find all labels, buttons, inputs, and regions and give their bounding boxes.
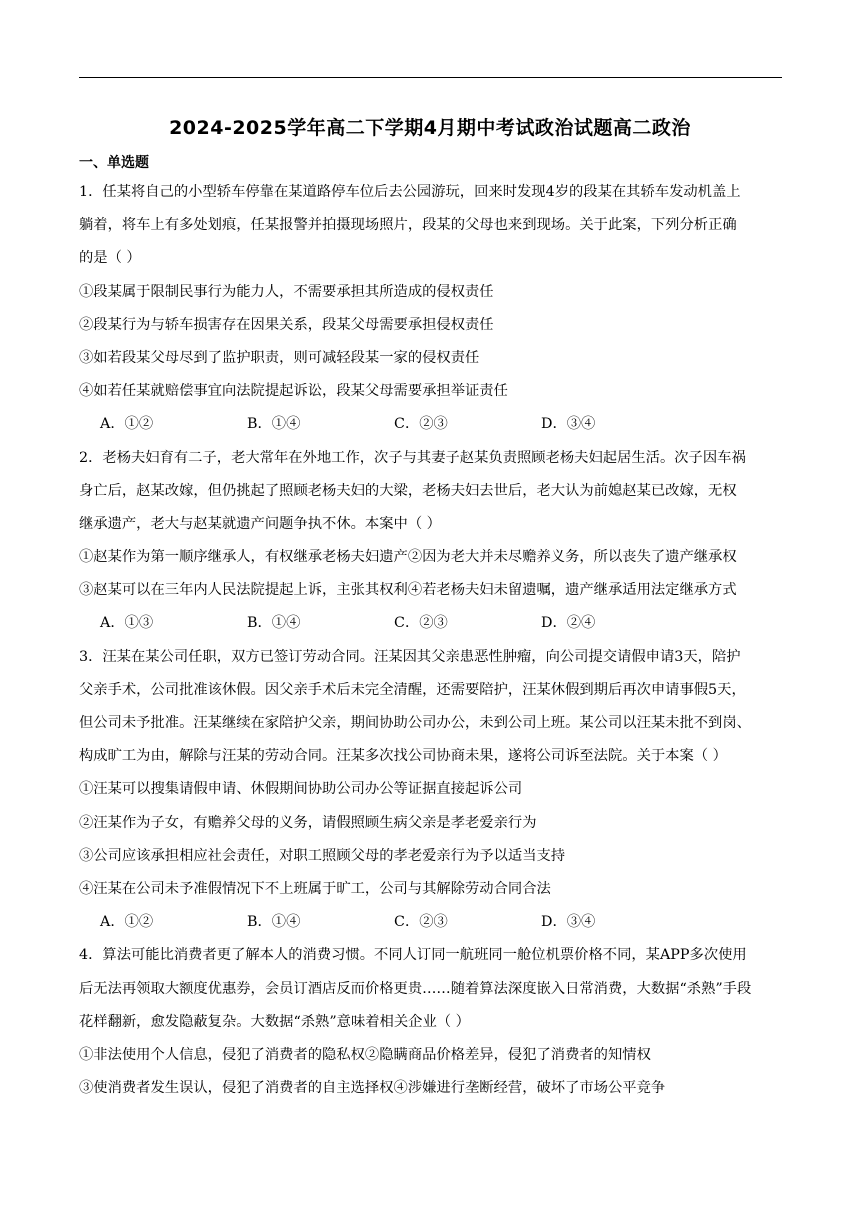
statement: ①段某属于限制民事行为能力人，不需要承担其所造成的侵权责任: [79, 283, 494, 300]
statement: ③公司应该承担相应社会责任，对职工照顾父母的孝老爱亲行为予以适当支持: [79, 847, 566, 864]
question-stem-line: 身亡后，赵某改嫁，但仍挑起了照顾老杨夫妇的大梁，老杨夫妇去世后，老大认为前媳赵某已改嫁，无权: [79, 482, 737, 499]
question-2: [79, 442, 785, 641]
statement: ①汪某可以搜集请假申请、休假期间协助公司办公等证据直接起诉公司: [79, 781, 523, 798]
statement: ③赵某可以在三年内人民法院提起上诉，主张其权利④若老杨夫妇未留遗嘱，遗产继承适用法定继承方式: [79, 582, 737, 599]
option-d[interactable]: D．③④: [541, 914, 596, 931]
statement: ①赵某作为第一顺序继承人，有权继承老杨夫妇遗产②因为老大并未尽赡养义务，所以丧失了遗产继承权: [79, 549, 737, 566]
page-title: 2024-2025学年高二下学期4月期中考试政治试题高二政治: [169, 117, 691, 139]
question-4: [79, 939, 785, 1105]
answer-options: [79, 408, 785, 441]
statement: ③使消费者发生误认，侵犯了消费者的自主选择权④涉嫌进行垄断经营，破坏了市场公平竞争: [79, 1080, 666, 1097]
header-rule: [79, 77, 782, 78]
option-c[interactable]: C．②③: [394, 615, 448, 632]
question-stem-line: 3．汪某在某公司任职，双方已签订劳动合同。汪某因其父亲患恶性肿瘤，向公司提交请假申请3天，陪护: [79, 648, 741, 665]
question-stem-line: 后无法再领取大额度优惠券，会员订酒店反而价格更贵……随着算法深度嵌入日常消费，大数据“杀熟”手段: [79, 980, 752, 997]
question-list: [79, 176, 785, 1105]
statement: ③如若段某父母尽到了监护职责，则可减轻段某一家的侵权责任: [79, 349, 480, 366]
option-b[interactable]: B．①④: [247, 914, 301, 931]
option-b[interactable]: B．①④: [247, 615, 301, 632]
option-c[interactable]: C．②③: [394, 914, 448, 931]
section-heading: 一、单选题: [79, 155, 149, 171]
question-stem-line: 构成旷工为由，解除与汪某的劳动合同。汪某多次找公司协商未果，遂将公司诉至法院。关于本案（ ）: [79, 748, 727, 765]
question-stem-line: 的是（ ）: [79, 250, 141, 267]
option-d[interactable]: D．③④: [541, 416, 596, 433]
question-stem-line: 花样翻新，愈发隐蔽复杂。大数据“杀熟”意味着相关企业（ ）: [79, 1013, 470, 1030]
option-b[interactable]: B．①④: [247, 416, 301, 433]
question-3: [79, 641, 785, 940]
statement: ④汪某在公司未予准假情况下不上班属于旷工，公司与其解除劳动合同合法: [79, 880, 551, 897]
question-1: [79, 176, 785, 442]
option-c[interactable]: C．②③: [394, 416, 448, 433]
option-a[interactable]: A．①③: [100, 615, 154, 632]
question-stem-line: 1．任某将自己的小型轿车停靠在某道路停车位后去公园游玩，回来时发现4岁的段某在其轿车发动机盖上: [79, 184, 741, 200]
question-stem-line: 父亲手术，公司批准该休假。因父亲手术后未完全清醒，还需要陪护，汪某休假到期后再次申请事假5天，: [79, 681, 746, 698]
question-stem-line: 4．算法可能比消费者更了解本人的消费习惯。不同人订同一航班同一舱位机票价格不同，某APP多次使用: [79, 947, 747, 964]
question-stem-line: 继承遗产，老大与赵某就遗产问题争执不休。本案中（ ）: [79, 515, 441, 532]
option-a[interactable]: A．①②: [100, 416, 154, 433]
question-stem-line: 2．老杨夫妇育有二子，老大常年在外地工作，次子与其妻子赵某负责照顾老杨夫妇起居生活。次子因车祸: [79, 449, 746, 466]
answer-options: [79, 906, 785, 939]
option-a[interactable]: A．①②: [100, 914, 154, 931]
question-stem-line: 但公司未予批准。汪某继续在家陪护父亲，期间协助公司办公，未到公司上班。某公司以汪某未批不到岗、: [79, 715, 751, 731]
answer-options: [79, 607, 785, 640]
question-stem-line: 躺着，将车上有多处划痕，任某报警并拍摄现场照片，段某的父母也来到现场。关于此案，下列分析正确: [79, 217, 737, 234]
statement: ①非法使用个人信息，侵犯了消费者的隐私权②隐瞒商品价格差异，侵犯了消费者的知情权: [79, 1046, 651, 1063]
statement: ②段某行为与轿车损害存在因果关系，段某父母需要承担侵权责任: [79, 316, 494, 333]
statement: ②汪某作为子女，有赡养父母的义务，请假照顾生病父亲是孝老爱亲行为: [79, 814, 537, 831]
option-d[interactable]: D．②④: [541, 615, 596, 632]
statement: ④如若任某就赔偿事宜向法院提起诉讼，段某父母需要承担举证责任: [79, 383, 508, 400]
